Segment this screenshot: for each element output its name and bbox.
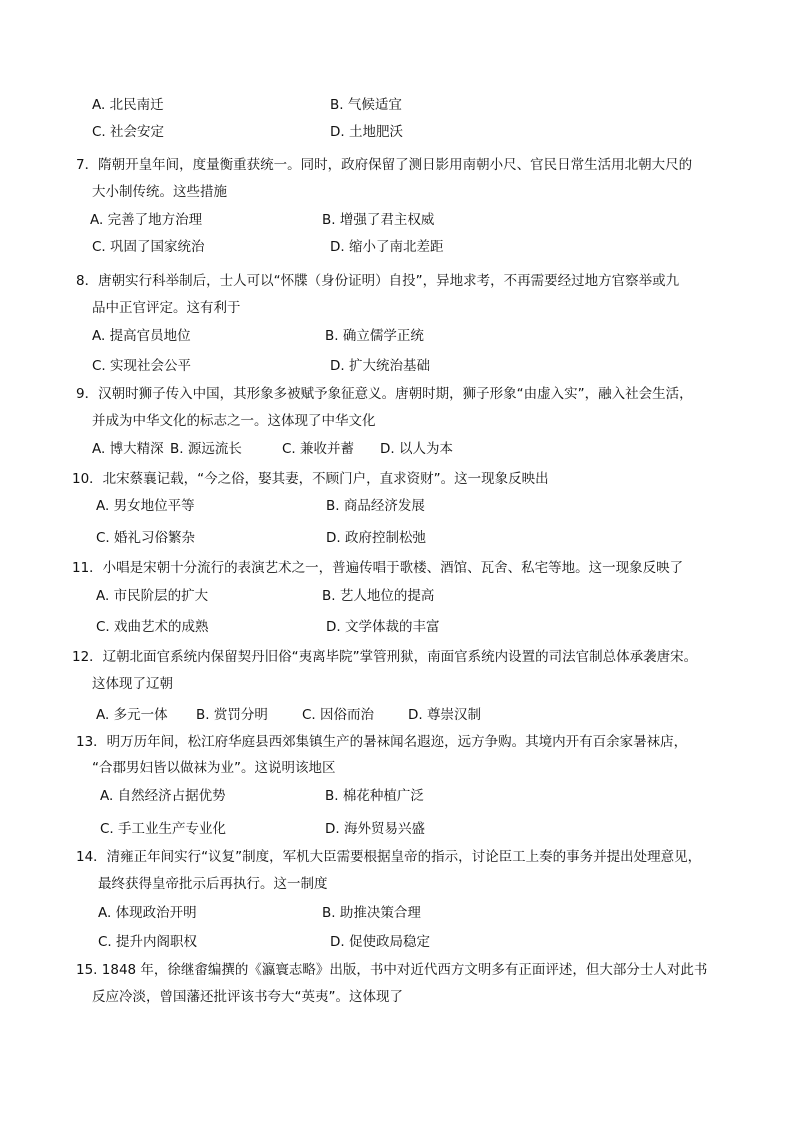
option-a: A. 北民南迁 — [92, 97, 164, 113]
question-12-stem-cont: 这体现了辽朝 — [92, 676, 173, 692]
question-8-stem: 8．唐朝实行科举制后，士人可以“怀牒（身份证明）自投”，异地求考，不再需要经过地方官察举或九 — [76, 273, 680, 289]
option-a: A. 多元一体 — [96, 707, 168, 723]
option-b: B. 增强了君主权威 — [322, 212, 435, 228]
question-14-stem: 14．清雍正年间实行“议复”制度，军机大臣需要根据皇帝的指示，讨论臣工上奏的事务并提出处理意见， — [76, 849, 702, 865]
option-a: A. 自然经济占据优势 — [100, 788, 226, 804]
option-d: D. 尊崇汉制 — [408, 707, 481, 723]
question-9-stem: 9．汉朝时狮子传入中国，其形象多被赋予象征意义。唐朝时期，狮子形象“由虚入实”，融入社会生活， — [76, 386, 693, 402]
question-7-stem: 7．隋朝开皇年间，度量衡重获统一。同时，政府保留了测日影用南朝小尺、官民日常生活用北朝大尺的 — [76, 157, 693, 173]
option-d: D. 缩小了南北差距 — [330, 239, 444, 255]
option-a: A. 市民阶层的扩大 — [96, 588, 209, 604]
option-b: B. 商品经济发展 — [326, 498, 425, 514]
option-b: B. 助推决策合理 — [322, 905, 421, 921]
option-c: C. 因俗而治 — [302, 707, 375, 723]
option-b: B. 赏罚分明 — [196, 707, 268, 723]
option-a: A. 博大精深 — [92, 441, 164, 457]
question-10-stem: 10．北宋蔡襄记载，“今之俗，娶其妻，不顾门户，直求资财”。这一现象反映出 — [72, 471, 549, 487]
option-d: D. 以人为本 — [380, 441, 453, 457]
option-b: B. 确立儒学正统 — [325, 328, 424, 344]
option-b: B. 艺人地位的提高 — [322, 588, 435, 604]
option-d: D. 土地肥沃 — [330, 124, 403, 140]
option-c: C. 戏曲艺术的成熟 — [96, 619, 209, 635]
option-b: B. 源远流长 — [170, 441, 242, 457]
option-c: C. 提升内阁职权 — [98, 934, 198, 950]
option-a: A. 体现政治开明 — [98, 905, 197, 921]
option-d: D. 文学体裁的丰富 — [326, 619, 440, 635]
question-7-stem-cont: 大小制传统。这些措施 — [92, 184, 227, 200]
question-13-stem: 13．明万历年间，松江府华庭县西郊集镇生产的暑袜闻名遐迩，远方争购。其境内开有百余家暑袜店， — [76, 734, 688, 750]
question-9-stem-cont: 并成为中华文化的标志之一。这体现了中华文化 — [92, 413, 376, 429]
option-d: D. 促使政局稳定 — [330, 934, 430, 950]
question-15-stem: 15. 1848 年，徐继畬编撰的《瀛寰志略》出版，书中对近代西方文明多有正面评述，但大部分士人对此书 — [76, 962, 708, 978]
question-12-stem: 12．辽朝北面官系统内保留契丹旧俗“夷离毕院”掌管刑狱，南面官系统内设置的司法官制总体承袭唐宋。 — [72, 649, 698, 665]
option-c: C. 社会安定 — [92, 124, 165, 140]
question-13-stem-cont: “合郡男妇皆以做袜为业”。这说明该地区 — [92, 760, 336, 776]
option-c: C. 巩固了国家统治 — [92, 239, 205, 255]
option-a: A. 完善了地方治理 — [90, 212, 203, 228]
question-11-stem: 11．小唱是宋朝十分流行的表演艺术之一，普遍传唱于歌楼、酒馆、瓦舍、私宅等地。这一现象反映了 — [72, 560, 684, 576]
question-14-stem-cont: 最终获得皇帝批示后再执行。这一制度 — [98, 876, 328, 892]
option-a: A. 提高官员地位 — [92, 328, 191, 344]
option-c: C. 实现社会公平 — [92, 358, 192, 374]
option-c: C. 手工业生产专业化 — [100, 821, 227, 837]
option-d: D. 海外贸易兴盛 — [325, 821, 425, 837]
option-c: C. 婚礼习俗繁杂 — [96, 530, 196, 546]
question-15-stem-cont: 反应冷淡，曾国藩还批评该书夸大“英夷”。这体现了 — [92, 989, 403, 1005]
option-d: D. 政府控制松弛 — [326, 530, 426, 546]
option-a: A. 男女地位平等 — [96, 498, 195, 514]
question-8-stem-cont: 品中正官评定。这有利于 — [92, 300, 241, 316]
option-b: B. 气候适宜 — [330, 97, 402, 113]
option-b: B. 棉花种植广泛 — [325, 788, 424, 804]
option-d: D. 扩大统治基础 — [330, 358, 430, 374]
option-c: C. 兼收并蓄 — [282, 441, 355, 457]
